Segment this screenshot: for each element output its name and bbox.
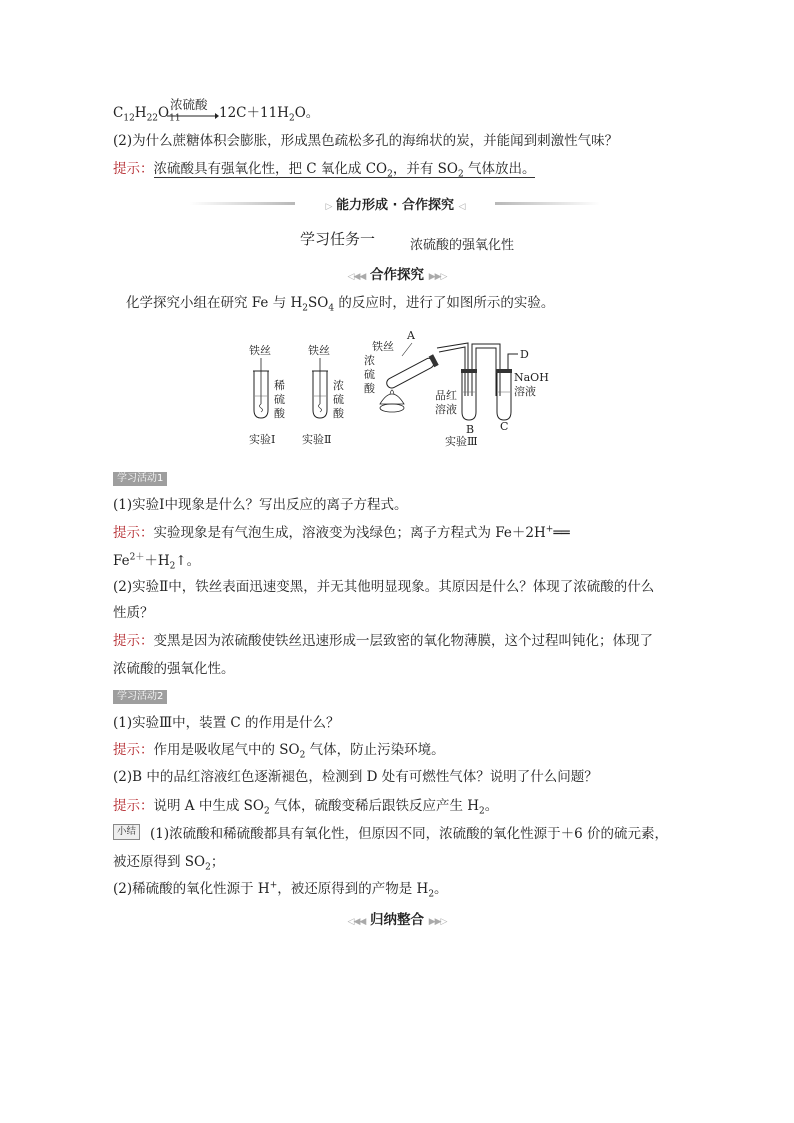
svg-text:硫: 硫: [274, 393, 285, 406]
svg-text:A: A: [407, 329, 415, 342]
activity2-badge: 学习活动2: [113, 690, 167, 704]
summary-line3: (2)稀硫酸的氧化性源于 H+，被还原得到的产物是 $H_2$。: [113, 880, 448, 900]
svg-text:酸: 酸: [333, 407, 344, 420]
svg-text:NaOH: NaOH: [514, 371, 549, 384]
activity1-a2-line1: 提示：变黑是因为浓硫酸使铁丝迅速形成一层致密的氧化物薄膜，这个过程叫钝化；体现了: [113, 633, 653, 649]
activity1-a1-cont: $Fe^{2+}+H_2↑$。: [113, 552, 201, 572]
reaction-arrow: [167, 112, 219, 120]
activity2-q1: (1)实验Ⅲ中，装置 C 的作用是什么？: [113, 715, 340, 731]
summary-line1: (1)浓硫酸和稀硫酸都具有氧化性，但原因不同，浓硫酸的氧化性源于＋6 价的硫元素，: [150, 826, 669, 842]
experiment-figure: [240, 326, 550, 450]
svg-text:溶液: 溶液: [435, 403, 457, 416]
exp3-tube-c: [497, 372, 511, 420]
svg-text:稀: 稀: [274, 379, 285, 392]
summary-badge: 小结: [113, 824, 140, 840]
svg-text:浓: 浓: [364, 354, 375, 367]
task-label: 学习任务一: [300, 230, 376, 248]
exp1-caption: 实验Ⅰ: [249, 433, 276, 446]
svg-text:硫: 硫: [364, 368, 375, 381]
activity1-a2-line2: 浓硫酸的强氧化性。: [113, 661, 235, 677]
activity1-q1: (1)实验Ⅰ中现象是什么？写出反应的离子方程式。: [113, 497, 408, 513]
activity1-a1: 提示：实验现象是有气泡生成，溶液变为浅绿色；离子方程式为 Fe＋2H+══: [113, 524, 570, 541]
exp3-caption: 实验Ⅲ: [445, 435, 478, 448]
equation-line: $C_{12}H_{22}O_{11}$: [113, 105, 181, 124]
activity2-a2: 提示：说明 A 中生成 $SO_2$ 气体，硫酸变稀后跟铁反应产生 $H_2$。: [113, 798, 499, 817]
exp3-tube-b: [462, 372, 476, 420]
svg-text:铁丝: 铁丝: [372, 340, 394, 353]
activity1-badge: 学习活动1: [113, 472, 167, 486]
svg-text:品红: 品红: [435, 389, 457, 402]
activity1-q2-line2: 性质？: [113, 605, 154, 621]
exp2-caption: 实验Ⅱ: [302, 433, 332, 446]
question-sugar: (2)为什么蔗糖体积会膨胀，形成黑色疏松多孔的海绵状的炭，并能闻到刺激性气味？: [113, 133, 619, 149]
equation-product: $12C+11H_2O$。: [219, 105, 320, 124]
section-banner: ▷ 能力形成 · 合作探究 ◁: [190, 196, 600, 210]
svg-text:C: C: [500, 420, 509, 433]
intro-text: 化学探究小组在研究 Fe 与 $H_2SO_4$ 的反应时，进行了如图所示的实验。: [126, 295, 555, 314]
summary-line2: 被还原得到 $SO_2$；: [113, 854, 225, 873]
exp2-wire-label: 铁丝: [308, 344, 330, 357]
svg-text:溶液: 溶液: [514, 385, 536, 398]
summary-section-heading: ◁◀◀ 归纳整合 ▶▶▷: [347, 912, 447, 928]
svg-text:浓: 浓: [333, 379, 344, 392]
svg-text:硫: 硫: [333, 393, 344, 406]
coop-heading: ◁◀◀ 合作探究 ▶▶▷: [347, 267, 447, 283]
svg-text:D: D: [520, 348, 529, 361]
svg-text:B: B: [466, 423, 475, 436]
activity2-q2: (2)B 中的品红溶液红色逐渐褪色，检测到 D 处有可燃性气体？说明了什么问题？: [113, 769, 598, 785]
svg-text:酸: 酸: [364, 382, 375, 395]
exp1-wire-label: 铁丝: [249, 344, 271, 357]
activity1-q2-line1: (2)实验Ⅱ中，铁丝表面迅速变黑，并无其他明显现象。其原因是什么？体现了浓硫酸的什么: [113, 579, 655, 595]
arrow-label: 浓硫酸: [170, 97, 208, 112]
task-topic: 浓硫酸的强氧化性: [410, 238, 515, 253]
svg-text:酸: 酸: [274, 407, 285, 420]
activity2-a1: 提示：作用是吸收尾气中的 $SO_2$ 气体，防止污染环境。: [113, 742, 445, 761]
answer-sugar: 提示：浓硫酸具有强氧化性，把 C 氧化成 $CO_2$，并有 $SO_2$ 气体放出。: [113, 161, 536, 180]
